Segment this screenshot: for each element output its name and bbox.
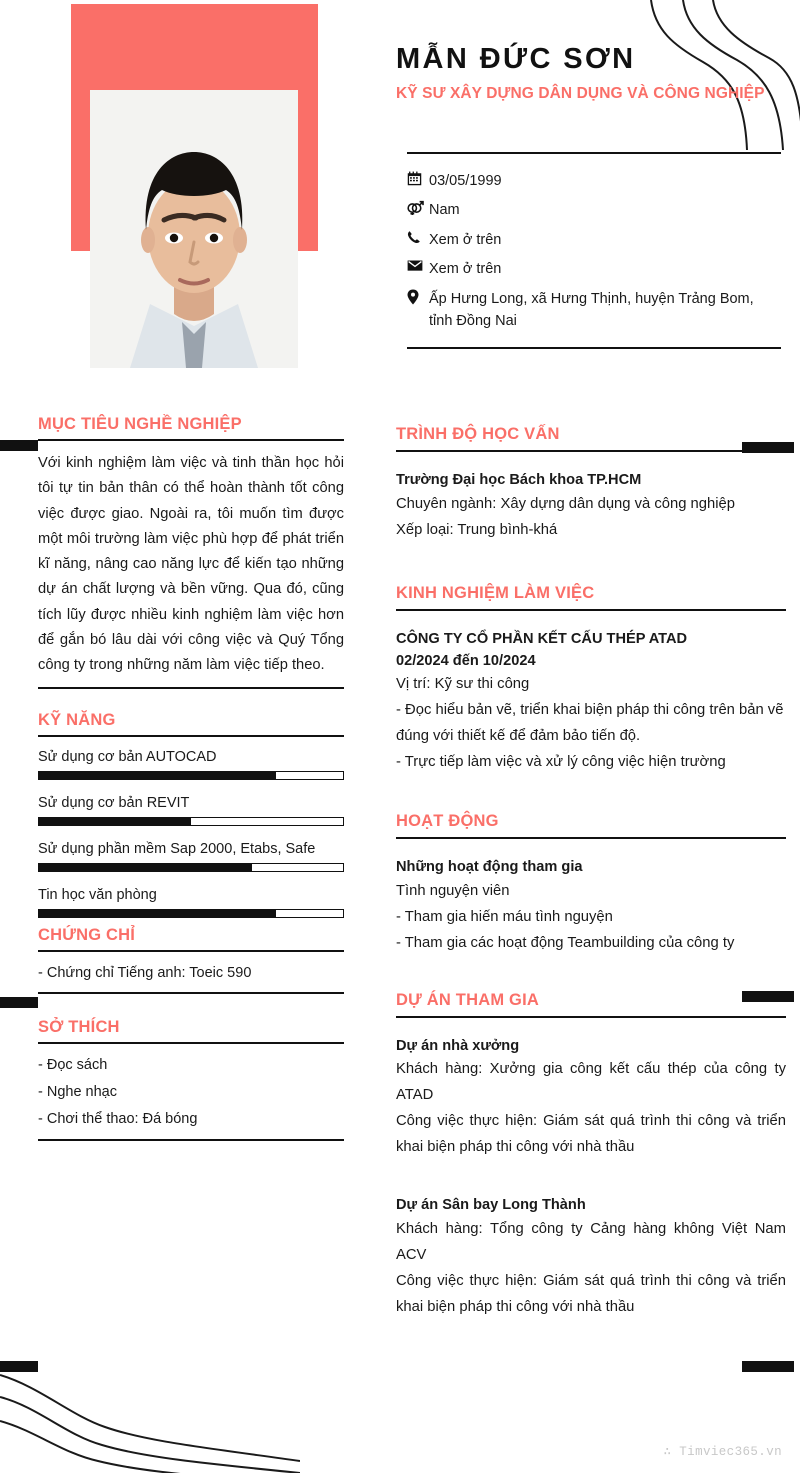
experience-duty-1-line-1: - Đọc hiểu bản vẽ, triển khai biện pháp thi công trên bản vẽ: [396, 702, 784, 719]
experience-duty-2: - Trực tiếp làm việc và xử lý công việc hiện trường: [396, 754, 726, 771]
experience-position: Vị trí: Kỹ sư thi công: [396, 676, 530, 693]
project-name: Dự án nhà xưởng: [396, 1037, 520, 1054]
accent-tab-left-certificate: [0, 997, 38, 1008]
project-work: Công việc thực hiện: Giám sát quá trình thi công và triển khai biện pháp thi công với nhà thầu: [396, 1272, 786, 1315]
section-title-activities: HOẠT ĐỘNG: [396, 812, 499, 831]
envelope-icon: [407, 258, 429, 272]
phone-icon: [407, 229, 429, 244]
experience-duty-1-line-2: đúng với thiết kế để đảm bảo tiến độ.: [396, 728, 641, 745]
project-entry: [396, 1195, 786, 1324]
list-item: - Tham gia hiến máu tình nguyện: [396, 908, 613, 925]
contact-row-gender: [407, 199, 781, 221]
skill-item: [38, 795, 344, 826]
experience-period: 02/2024 đến 10/2024: [396, 652, 536, 669]
candidate-job-title: KỸ SƯ XÂY DỰNG DÂN DỤNG VÀ CÔNG NGHIỆP: [396, 84, 765, 102]
skill-label: Sử dụng cơ bản REVIT: [38, 794, 190, 811]
skill-label: Sử dụng cơ bản AUTOCAD: [38, 748, 217, 765]
location-pin-icon: [407, 288, 429, 305]
section-title-education: TRÌNH ĐỘ HỌC VẤN: [396, 425, 560, 443]
section-hobbies: [38, 1018, 344, 1140]
project-client: Khách hàng: Tổng công ty Cảng hàng không Việt Nam ACV: [396, 1220, 786, 1263]
section-experience: [396, 584, 786, 780]
section-title-objective: MỤC TIÊU NGHỀ NGHIỆP: [38, 415, 242, 433]
skill-label: Sử dụng phần mềm Sap 2000, Etabs, Safe: [38, 840, 316, 857]
right-column: [396, 425, 786, 1326]
skill-progress-bar: [38, 863, 344, 872]
section-title-skills: KỸ NĂNG: [38, 710, 116, 729]
list-item: - Tham gia các hoạt động Teambuilding của công ty: [396, 934, 735, 951]
contact-row-phone: [407, 229, 781, 251]
section-activities: [396, 812, 786, 961]
left-column: [38, 415, 344, 1145]
contact-row-birthday: [407, 170, 781, 192]
wave-decoration-bottom-left: [0, 1343, 300, 1473]
skills-list: [38, 737, 344, 918]
education-grade: Xếp loại: Trung bình-khá: [396, 521, 558, 538]
education-school: Trường Đại học Bách khoa TP.HCM: [396, 472, 642, 488]
skill-progress-bar: [38, 909, 344, 918]
education-entry: [396, 452, 786, 548]
project-work: Công việc thực hiện: Giám sát quá trình thi công và triển khai biện pháp thi công với nhà thầu: [396, 1113, 786, 1156]
spacer: [396, 1165, 786, 1195]
skill-progress-fill: [39, 910, 276, 917]
contact-gender: Nam: [429, 202, 460, 219]
profile-photo: [90, 90, 298, 368]
calendar-icon: [407, 170, 429, 186]
project-entry: [396, 1018, 786, 1165]
divider: [38, 687, 344, 689]
candidate-name: MẪN ĐỨC SƠN: [396, 43, 636, 75]
divider: [38, 1139, 344, 1141]
accent-tab-left-bottom: [0, 1361, 38, 1372]
skill-progress-fill: [39, 864, 252, 871]
experience-company: CÔNG TY CỔ PHẦN KẾT CẤU THÉP ATAD: [396, 630, 688, 647]
activities-role: Tình nguyện viên: [396, 882, 510, 899]
section-certificates: [38, 926, 344, 995]
list-item: - Chơi thể thao: Đá bóng: [38, 1110, 198, 1127]
skill-progress-fill: [39, 818, 191, 825]
hobbies-list: [38, 1044, 344, 1138]
contact-phone: Xem ở trên: [429, 231, 502, 248]
contact-row-email: [407, 258, 781, 280]
activities-entry: [396, 839, 786, 961]
skill-progress-fill: [39, 772, 276, 779]
experience-entry: [396, 611, 786, 780]
project-name: Dự án Sân bay Long Thành: [396, 1197, 586, 1214]
contact-address-line1: Ấp Hưng Long, xã Hưng Thịnh, huyện Trảng: [429, 290, 716, 307]
skill-progress-bar: [38, 771, 344, 780]
accent-tab-right-bottom: [742, 1361, 794, 1372]
section-title-hobbies: SỞ THÍCH: [38, 1018, 120, 1037]
skill-item: [38, 749, 344, 780]
list-item: - Nghe nhạc: [38, 1084, 117, 1101]
accent-tab-left-objective: [0, 440, 38, 451]
skill-label: Tin học văn phòng: [38, 886, 157, 903]
contact-birthday: 03/05/1999: [429, 173, 502, 189]
certificates-list: [38, 952, 344, 993]
header: [396, 44, 786, 103]
contact-row-address: [407, 288, 781, 333]
gender-icon: [407, 199, 429, 215]
skill-item: [38, 887, 344, 918]
list-item: - Chứng chỉ Tiếng anh: Toeic 590: [38, 964, 252, 981]
skill-progress-bar: [38, 817, 344, 826]
project-client: Khách hàng: Xưởng gia công kết cấu thép của công ty ATAD: [396, 1061, 786, 1104]
objective-text: Với kinh nghiệm làm việc và tinh thần học hỏi tôi tự tin bản thân có thể hoàn thành tốt công việc được giao. Ngoài ra, tôi muốn tìm được một môi trường làm việc phù hợp để phát triển kĩ năng, nâng cao năng lực để kiến tạo những dự án chất lượng và bền vững. Qua đó, cũng tích lũy được nhiều kinh nghiệm làm việc hơn để gắn bó lâu dài với công việc và Quý Tổng công ty trong những năm làm việc tiếp theo.: [38, 455, 344, 674]
divider: [38, 992, 344, 994]
contact-email: Xem ở trên: [429, 261, 502, 278]
section-title-projects: DỰ ÁN THAM GIA: [396, 990, 539, 1009]
section-skills: [38, 711, 344, 918]
section-title-experience: KINH NGHIỆM LÀM VIỆC: [396, 583, 595, 602]
section-education: [396, 425, 786, 548]
footer-watermark: ∴ Timviec365.vn: [663, 1445, 782, 1459]
contact-address-line2: Bom, tỉnh Đồng Nai: [429, 290, 754, 330]
section-objective: [38, 415, 344, 689]
list-item: - Đọc sách: [38, 1057, 108, 1074]
activities-heading: Những hoạt động tham gia: [396, 859, 583, 876]
contact-info: [407, 152, 781, 349]
education-major: Chuyên ngành: Xây dựng dân dụng và công nghiệp: [396, 495, 735, 512]
section-title-certificates: CHỨNG CHỈ: [38, 925, 136, 944]
section-projects: [396, 991, 786, 1325]
skill-item: [38, 841, 344, 872]
